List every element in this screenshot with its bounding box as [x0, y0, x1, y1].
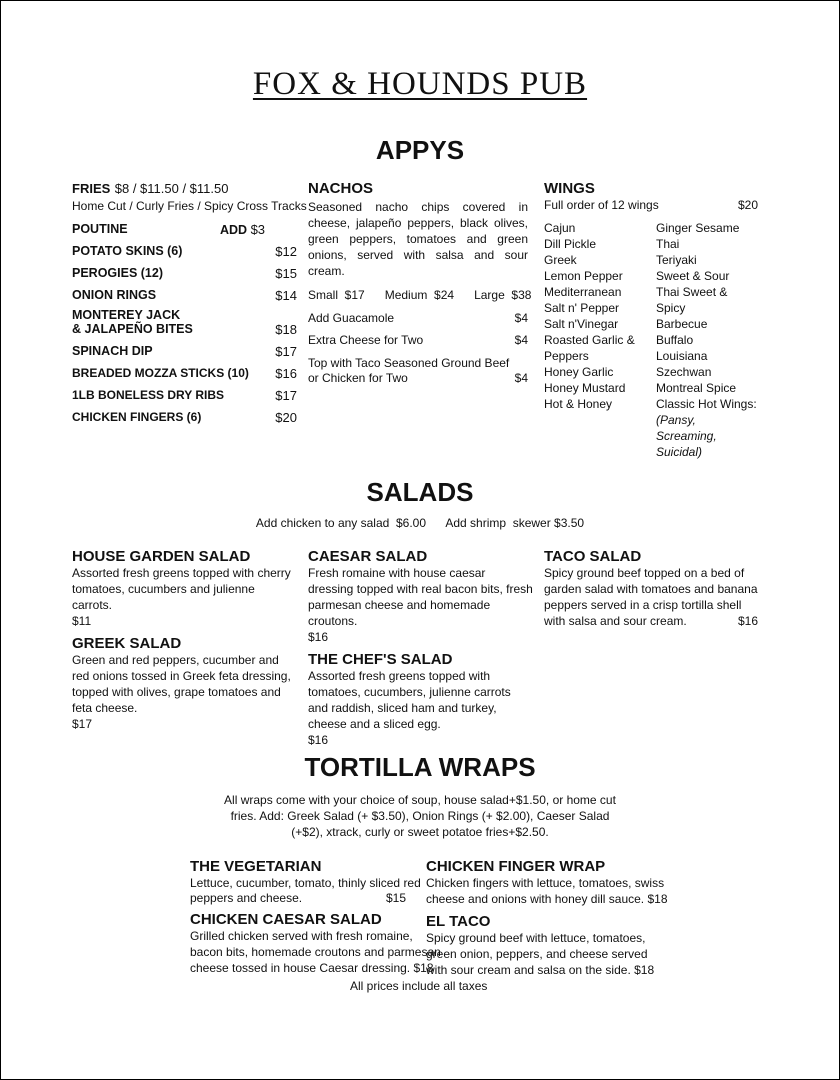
wrap-name: CHICKEN CAESAR SALAD	[190, 911, 382, 928]
salad-price: $16	[737, 614, 758, 628]
appys-heading: APPYS	[375, 135, 465, 165]
wing-flavor: Lemon Pepper	[544, 269, 623, 283]
wing-flavor: Honey Mustard	[544, 381, 626, 395]
wing-heat-line1: (Pansy, Screaming,	[656, 413, 717, 443]
wing-flavor: Teriyaki	[656, 253, 697, 267]
poutine-price: $3	[250, 222, 266, 237]
wings-name: WINGS	[544, 180, 595, 197]
wing-flavor: Greek	[544, 253, 577, 267]
appy-price: $17	[275, 344, 297, 359]
wraps-heading: TORTILLA WRAPS	[304, 752, 536, 782]
appy-price: $20	[275, 410, 297, 425]
salad-desc: Green and red peppers, cucumber and red onions tossed in Greek feta dressing, topped with olives, grape tomatoes and feta cheese.	[72, 653, 291, 715]
wraps-note-line3: (+$2), xtrack, curly or sweet potatoe fries+$2.50.	[291, 825, 549, 839]
wing-heat-line2: Suicidal)	[656, 445, 703, 459]
wings-order	[544, 198, 758, 212]
wrap-desc-line: peppers and cheese.	[190, 891, 303, 905]
wing-flavor: Dill Pickle	[544, 237, 597, 251]
salad-price: $16	[308, 630, 329, 644]
appy-name: CHICKEN FINGERS (6)	[72, 410, 202, 424]
poutine-name: POUTINE	[72, 222, 128, 236]
salad-name: THE CHEF'S SALAD	[308, 651, 453, 668]
appys-left-column	[72, 180, 307, 425]
wing-flavor: Buffalo	[656, 333, 694, 347]
appy-price: $12	[275, 244, 297, 259]
wing-flavor: Mediterranean	[544, 285, 622, 299]
salad-price: $17	[72, 717, 93, 731]
wrap-price: $15	[385, 891, 406, 905]
nachos-topping	[308, 371, 528, 385]
wraps-left-column	[190, 858, 441, 976]
salad-name: TACO SALAD	[544, 548, 642, 565]
wrap-desc-line: Lettuce, cucumber, tomato, thinly sliced red	[190, 876, 421, 890]
wing-flavor: Thai Sweet & Spicy	[656, 285, 728, 315]
wing-flavor: Sweet & Sour	[656, 269, 730, 283]
appy-name-line2: & JALAPEÑO BITES	[72, 322, 193, 336]
wings-price: $20	[737, 198, 758, 212]
wrap-name: EL TACO	[426, 913, 491, 930]
nachos-addon	[308, 311, 528, 325]
appy-price: $17	[275, 388, 297, 403]
salad-price: $11	[72, 614, 92, 628]
fries-prices: $8 / $11.50 / $11.50	[114, 181, 229, 196]
nachos-addon	[308, 333, 528, 347]
appy-item	[72, 388, 297, 403]
salads-left-column	[72, 548, 294, 732]
salad-desc: Assorted fresh greens topped with cherry tomatoes, cucumbers and julienne carrots.	[72, 566, 291, 612]
salad-name: GREEK SALAD	[72, 635, 182, 652]
appy-price: $16	[275, 366, 297, 381]
wrap-desc-line: with sour cream and salsa on the side. $18	[426, 963, 655, 977]
appy-name: BREADED MOZZA STICKS (10)	[72, 366, 249, 380]
wraps-note-line1: All wraps come with your choice of soup, house salad+$1.50, or home cut	[224, 793, 616, 807]
wraps-note	[0, 792, 840, 840]
wing-flavor: Barbecue	[656, 317, 708, 331]
wing-flavor: Classic Hot Wings:	[656, 397, 757, 411]
wing-flavor: Szechwan	[656, 365, 712, 379]
salad-desc: Assorted fresh greens topped with tomatoes, cucumbers, julienne carrots and raddish, sliced ham and turkey, cheese and a sliced egg.	[308, 669, 511, 731]
wrap-desc-line: Grilled chicken served with fresh romaine,	[190, 929, 413, 943]
wings-desc: Full order of 12 wings	[544, 198, 659, 212]
appy-price: $14	[275, 288, 297, 303]
salads-note: Add chicken to any salad $6.00 Add shrimp skewer $3.50	[255, 516, 585, 530]
appy-name: MONTEREY JACK	[72, 308, 181, 322]
appy-item	[72, 288, 297, 303]
addon-label: Extra Cheese for Two	[308, 333, 424, 347]
restaurant-title: FOX & HOUNDS PUB	[252, 66, 588, 102]
salad-desc: Fresh romaine with house caesar dressing topped with real bacon bits, fresh parmesan cheese and homemade croutons.	[308, 566, 533, 628]
salad-name: HOUSE GARDEN SALAD	[72, 548, 251, 565]
wraps-note-line2: fries. Add: Greek Salad (+ $3.50), Onion Rings (+ $2.00), Caeser Salad	[230, 809, 610, 823]
wrap-desc-line: Spicy ground beef with lettuce, tomatoes,	[426, 931, 646, 945]
appy-price: $18	[275, 322, 297, 337]
fries-item	[72, 180, 297, 198]
wings-section	[544, 180, 758, 460]
appy-name: 1LB BONELESS DRY RIBS	[72, 388, 225, 402]
nachos-topping-line1: Top with Taco Seasoned Ground Beef	[308, 356, 510, 370]
wing-flavor: Cajun	[544, 221, 576, 235]
wing-flavor: Roasted Garlic &	[544, 333, 635, 347]
fries-name: FRIES	[72, 181, 111, 196]
wrap-desc-line: bacon bits, homemade croutons and parmesan	[190, 945, 441, 959]
salads-heading: SALADS	[366, 477, 474, 507]
topping-line2: or Chicken for Two	[308, 371, 408, 385]
poutine-item	[72, 222, 297, 236]
appy-item	[72, 366, 297, 381]
appy-name: SPINACH DIP	[72, 344, 153, 358]
wing-flavor: Hot & Honey	[544, 397, 613, 411]
addon-price: $4	[514, 333, 528, 347]
wing-flavor: Honey Garlic	[544, 365, 614, 379]
wing-flavors-right	[656, 220, 758, 460]
appy-item	[72, 344, 297, 359]
wrap-name: CHICKEN FINGER WRAP	[426, 858, 606, 875]
wraps-right-column	[426, 858, 668, 978]
appy-name: POTATO SKINS (6)	[72, 244, 183, 258]
salads-mid-column	[308, 548, 534, 748]
wing-flavor: Ginger Sesame Thai	[656, 221, 740, 251]
wing-flavor: Salt n'Vinegar	[544, 317, 619, 331]
poutine-add: ADD	[220, 223, 248, 237]
wrap-desc-line: cheese and onions with honey dill sauce. $18	[426, 892, 668, 906]
nachos-name: NACHOS	[308, 180, 374, 197]
salad-price: $16	[308, 733, 329, 747]
wing-flavor: Salt n' Pepper	[544, 301, 620, 315]
wing-flavor: Montreal Spice	[656, 381, 737, 395]
nachos-sizes: Small $17 Medium $24 Large $38	[308, 288, 532, 302]
appy-price: $15	[275, 266, 297, 281]
nachos-section	[308, 180, 532, 385]
appy-item	[72, 266, 297, 281]
appy-item	[72, 244, 297, 259]
appy-name: PEROGIES (12)	[72, 266, 163, 280]
appy-item	[72, 322, 297, 337]
wrap-desc-line: cheese tossed in house Caesar dressing. $18	[190, 961, 434, 975]
fries-desc: Home Cut / Curly Fries / Spicy Cross Tracks	[72, 199, 307, 213]
addon-label: Add Guacamole	[308, 311, 395, 325]
wing-flavors-right-list	[656, 220, 758, 412]
wrap-name: THE VEGETARIAN	[190, 858, 322, 875]
wrap-desc-line: Chicken fingers with lettuce, tomatoes, swiss	[426, 876, 665, 890]
nachos-desc: Seasoned nacho chips covered in cheese, jalapeño peppers, black olives, green peppers, tomatoes and green onions, served with salsa and sour cream.	[308, 200, 528, 278]
salad-name: CAESAR SALAD	[308, 548, 428, 565]
salads-right-column	[544, 548, 758, 629]
topping-price: $4	[514, 371, 528, 385]
footer-note: All prices include all taxes	[350, 979, 488, 993]
salad-desc: Spicy ground beef topped on a bed of garden salad with tomatoes and banana peppers served in a crisp tortilla shell with salsa and sour cream.	[544, 566, 758, 628]
addon-price: $4	[514, 311, 528, 325]
wing-flavors-left	[544, 220, 656, 460]
wrap-desc-line: green onion, peppers, and cheese served	[426, 947, 648, 961]
appy-name: ONION RINGS	[72, 288, 157, 302]
appy-item	[72, 410, 297, 425]
wing-flavor: Peppers	[544, 349, 589, 363]
wing-flavor: Louisiana	[656, 349, 708, 363]
wing-flavors	[544, 220, 758, 460]
wrap-desc-row	[190, 891, 406, 905]
